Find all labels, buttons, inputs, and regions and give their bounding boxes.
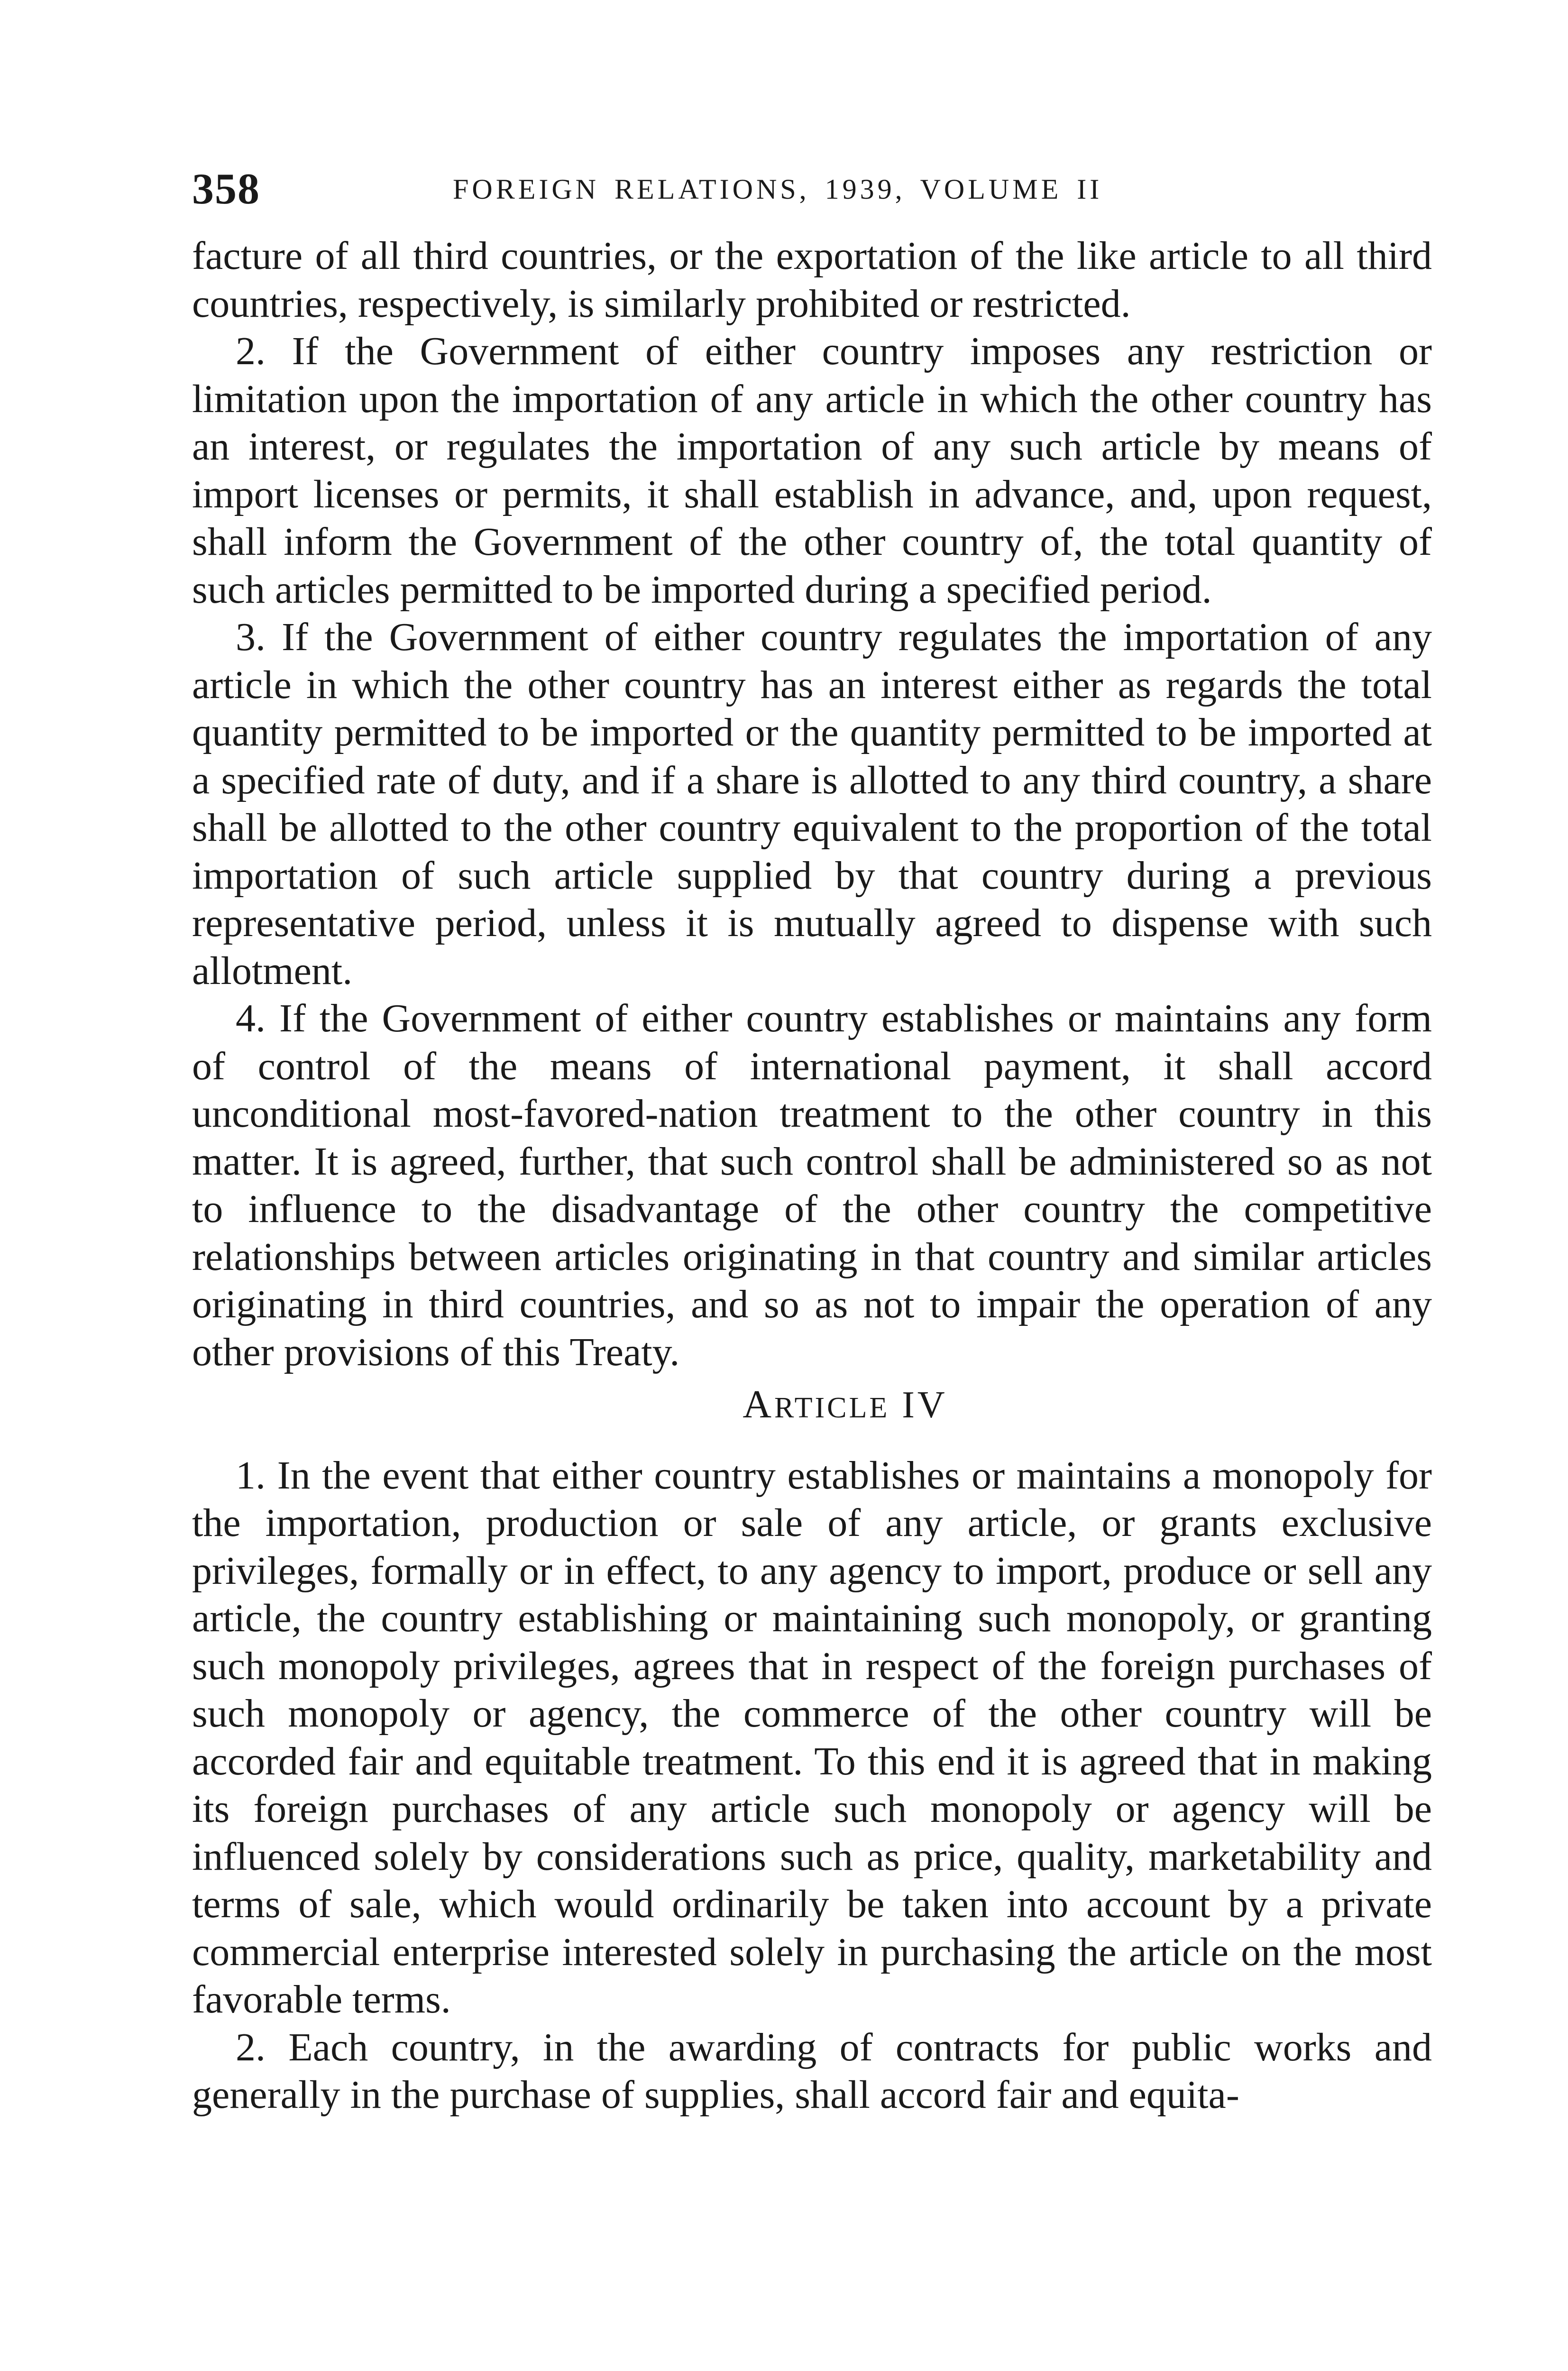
paragraph-clause-4: 4. If the Government of either country establishes or maintains any form of control of the means of international payment, it shall accord unconditional most-favored-nation treatment to the other country in this matter. It is agreed, further, that such control shall be administered so as not to influence to the disadvantage of the other country the competitive relationships between articles originating in that country and similar articles originating in third countries, and so as not to impair the operation of any other provisions of this Treaty. <box>192 996 1432 1374</box>
running-head: FOREIGN RELATIONS, 1939, VOLUME II <box>453 174 1103 205</box>
article-heading-initial: A <box>743 1382 774 1426</box>
document-body <box>192 232 1432 2119</box>
paragraph-clause-3: 3. If the Government of either country regulates the importation of any article in which the other country has an interest either as regards the total quantity permitted to be imported or the quantity permitted to be imported at a specified rate of duty, and if a share is allotted to any third country, a share shall be allotted to the other country equivalent to the proportion of the total importation of such article supplied by that country during a previous representative period, unless it is mutually agreed to dispense with such allotment. <box>192 615 1432 993</box>
article-heading <box>192 1381 1432 1432</box>
paragraph-article4-clause-1: 1. In the event that either country establishes or maintains a monopoly for the importation, production or sale of any article, or grants exclusive privileges, formally or in effect, to any agency to import, produce or sell any article, the country establishing or maintaining such monopoly, or granting such monopoly privileges, agrees that in respect of the foreign purchases of such monopoly or agency, the commerce of the other country will be accorded fair and equitable treatment. To this end it is agreed that in making its foreign purchases of any article such monopoly or agency will be influenced solely by considerations such as price, quality, marketability and terms of sale, which would ordinarily be taken into account by a private commercial enterprise interested solely in purchasing the article on the most favorable terms. <box>192 1453 1432 2022</box>
paragraph-continued: facture of all third countries, or the exportation of the like article to all third countries, respectively, is similarly prohibited or restricted. <box>192 234 1432 326</box>
article-heading-smallcaps: RTICLE <box>774 1392 890 1424</box>
paragraph-clause-2: 2. If the Government of either country imposes any restriction or limitation upon the importation of any article in which the other country has an interest, or regulates the importation of any such article by means of import licenses or permits, it shall establish in advance, and, upon request, shall inform the Government of the other country of, the total quantity of such articles permitted to be imported during a specified period. <box>192 329 1432 612</box>
page-number: 358 <box>192 165 260 213</box>
page-header <box>192 164 1432 221</box>
paragraph-article4-clause-2: 2. Each country, in the awarding of contracts for public works and generally in the purchase of supplies, shall accord fair and equita- <box>192 2025 1432 2117</box>
article-heading-numeral: IV <box>902 1384 948 1426</box>
